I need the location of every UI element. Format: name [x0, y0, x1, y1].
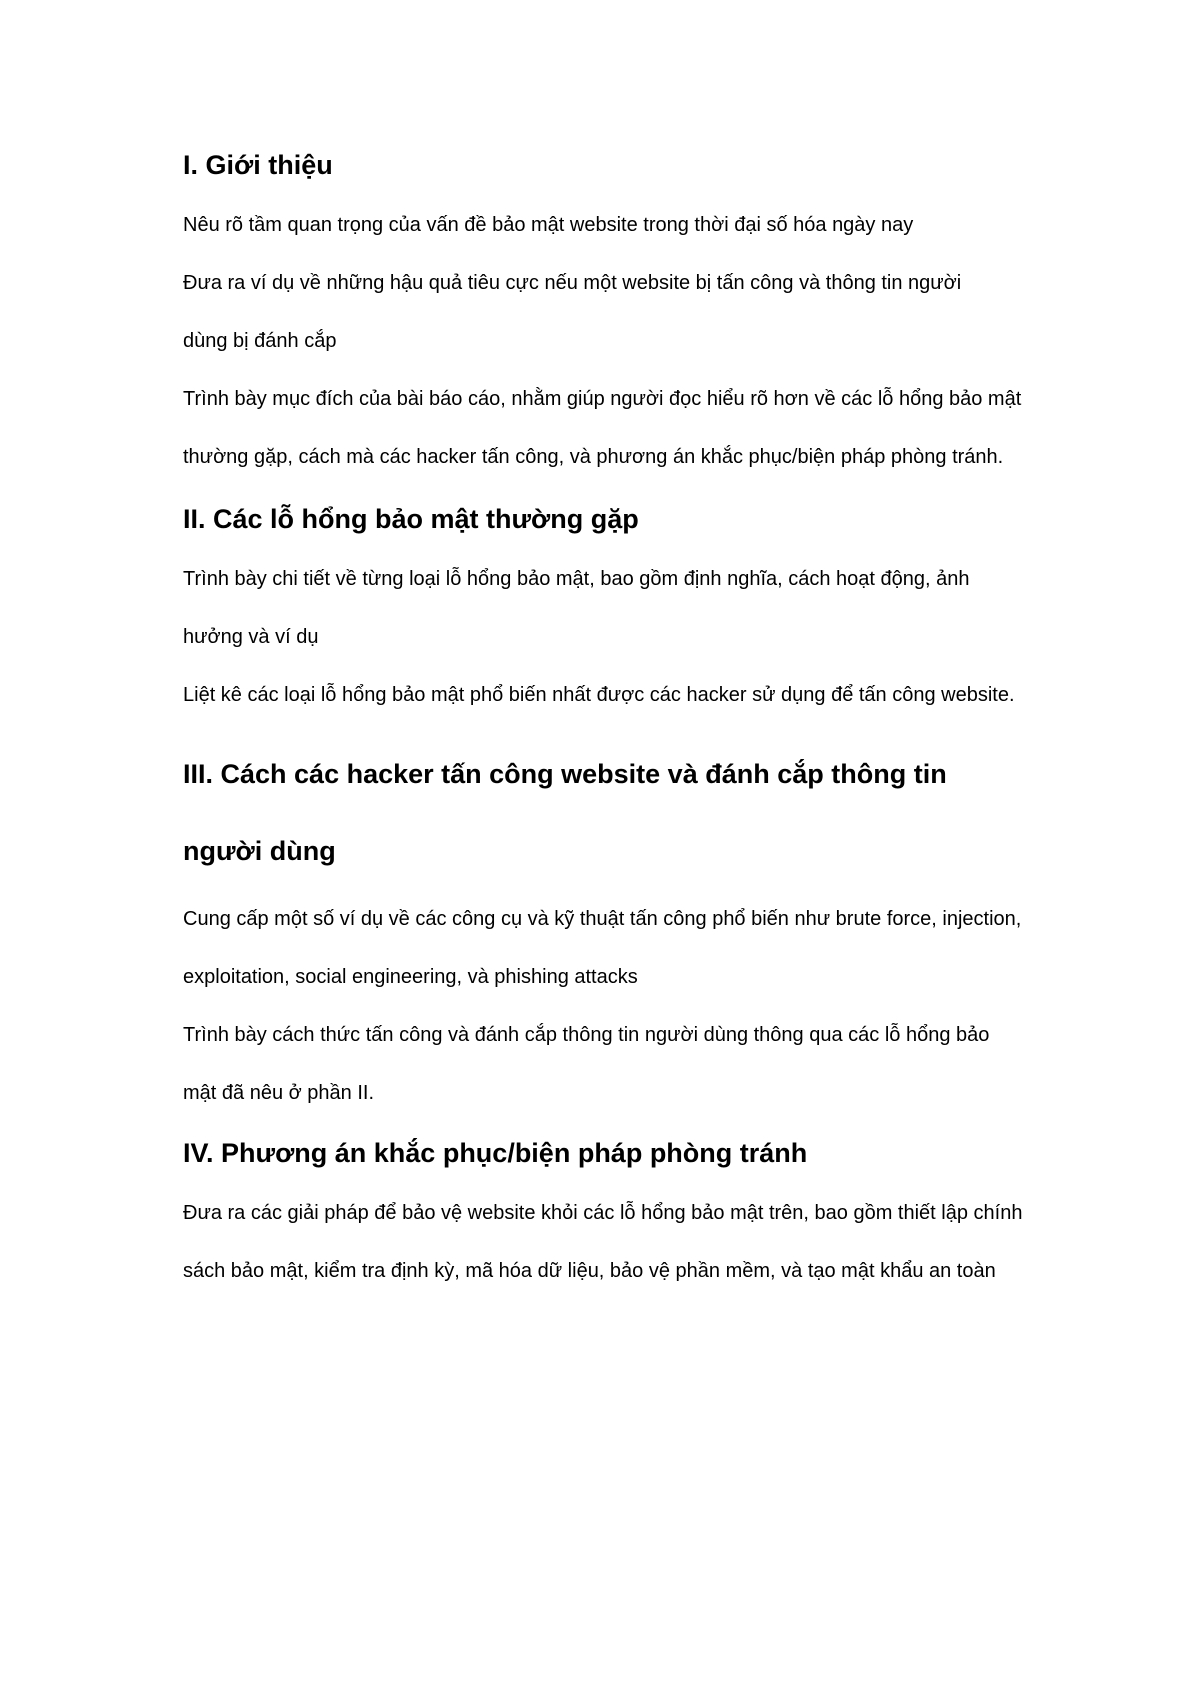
- paragraph: Nêu rõ tầm quan trọng của vấn đề bảo mật website trong thời đại số hóa ngày nay: [183, 214, 914, 236]
- paragraph: Trình bày chi tiết về từng loại lỗ hổng bảo mật, bao gồm định nghĩa, cách hoạt động, ảnh hưởng và ví dụ: [183, 568, 970, 648]
- section-attack-methods: [183, 736, 1043, 1122]
- section-heading: IV. Phương án khắc phục/biện pháp phòng tránh: [183, 1138, 808, 1168]
- section-heading: II. Các lỗ hổng bảo mật thường gặp: [183, 504, 639, 534]
- section-remediation: [183, 1130, 1043, 1300]
- section-introduction: [183, 142, 1043, 486]
- section-vulnerabilities: [183, 496, 1043, 724]
- paragraph: Đưa ra các giải pháp để bảo vệ website khỏi các lỗ hổng bảo mật trên, bao gồm thiết lập chính sách bảo mật, kiểm tra định kỳ, mã hóa dữ liệu, bảo vệ phần mềm, và tạo mật khẩu an toàn: [183, 1202, 1023, 1282]
- section-heading: III. Cách các hacker tấn công website và đánh cắp thông tin người dùng: [183, 759, 947, 866]
- document-body: [183, 142, 1043, 1300]
- paragraph: Trình bày mục đích của bài báo cáo, nhằm giúp người đọc hiểu rõ hơn về các lỗ hổng bảo mật thường gặp, cách mà các hacker tấn công, và phương án khắc phục/biện pháp phòng tránh.: [183, 388, 1022, 468]
- paragraph: Cung cấp một số ví dụ về các công cụ và kỹ thuật tấn công phổ biến như brute force, injection, exploitation, social engineering, và phishing attacks: [183, 908, 1022, 988]
- section-heading: I. Giới thiệu: [183, 150, 333, 180]
- paragraph: Đưa ra ví dụ về những hậu quả tiêu cực nếu một website bị tấn công và thông tin người dùng bị đánh cắp: [183, 272, 962, 352]
- paragraph: Trình bày cách thức tấn công và đánh cắp thông tin người dùng thông qua các lỗ hổng bảo mật đã nêu ở phần II.: [183, 1024, 990, 1104]
- paragraph: Liệt kê các loại lỗ hổng bảo mật phổ biến nhất được các hacker sử dụng để tấn công website.: [183, 684, 1015, 706]
